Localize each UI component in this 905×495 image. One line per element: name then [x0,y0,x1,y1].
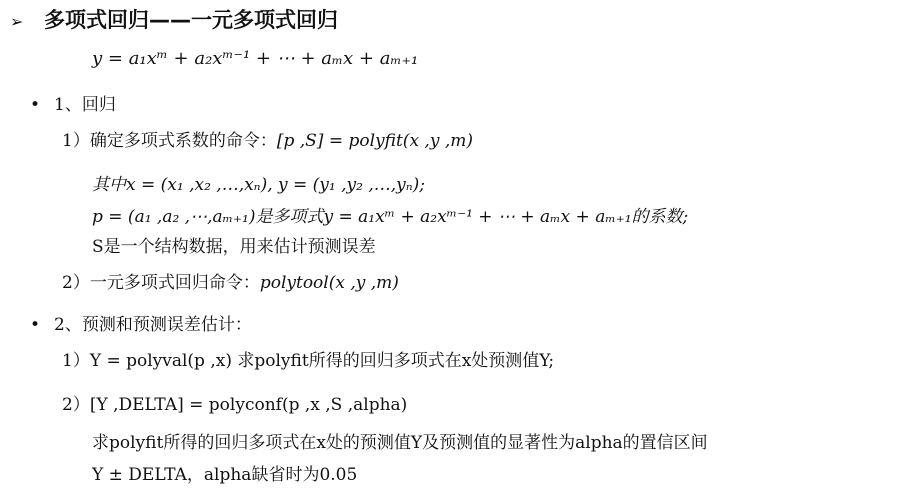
bullet-icon: • [30,95,41,115]
section-1-heading [30,90,116,115]
polyfit-command: [p ,S] = polyfit(x ,y ,m) [276,131,474,151]
item-1-label: 1）确定多项式系数的命令： [62,131,277,151]
variable-definition-s: S是一个结构数据，用来估计预测误差 [92,237,376,257]
section-2-item-2: 2）[Y ,DELTA] = polyconf(p ,x ,S ,alpha) [62,395,408,415]
bullet-icon: • [30,315,41,335]
variable-definition-xy: 其中x = (x₁ ,x₂ ,…,xₙ), y = (y₁ ,y₂ ,…,yₙ); [92,175,426,195]
section-2-item-1: 1）Y = polyval(p ,x) 求polyfit所得的回归多项式在x处预测值Y; [62,351,555,371]
arrow-bullet-icon: ➢ [10,12,24,31]
section-1-item-2 [62,268,399,293]
variable-definition-p: p = (a₁ ,a₂ ,⋯,aₘ₊₁)是多项式y = a₁xᵐ + a₂xᵐ⁻¹ + ⋯ + aₘx + aₘ₊₁的系数; [92,207,689,227]
slide-title [10,4,338,34]
polynomial-formula: y = a₁xᵐ + a₂xᵐ⁻¹ + ⋯ + aₘx + aₘ₊₁ [92,48,419,69]
section-2-title: 2、预测和预测误差估计： [54,315,252,335]
title-text: 多项式回归——一元多项式回归 [44,8,338,32]
polytool-command: polytool(x ,y ,m) [259,273,399,293]
polyconf-default-note: Y ± DELTA，alpha缺省时为0.05 [92,465,358,485]
section-2-heading [30,310,252,335]
section-1-title: 1、回归 [54,95,116,115]
section-1-item-1 [62,126,473,151]
item-2-label: 2）一元多项式回归命令： [62,273,260,293]
polyconf-description: 求polyfit所得的回归多项式在x处的预测值Y及预测值的显著性为alpha的置信区间 [92,433,708,453]
